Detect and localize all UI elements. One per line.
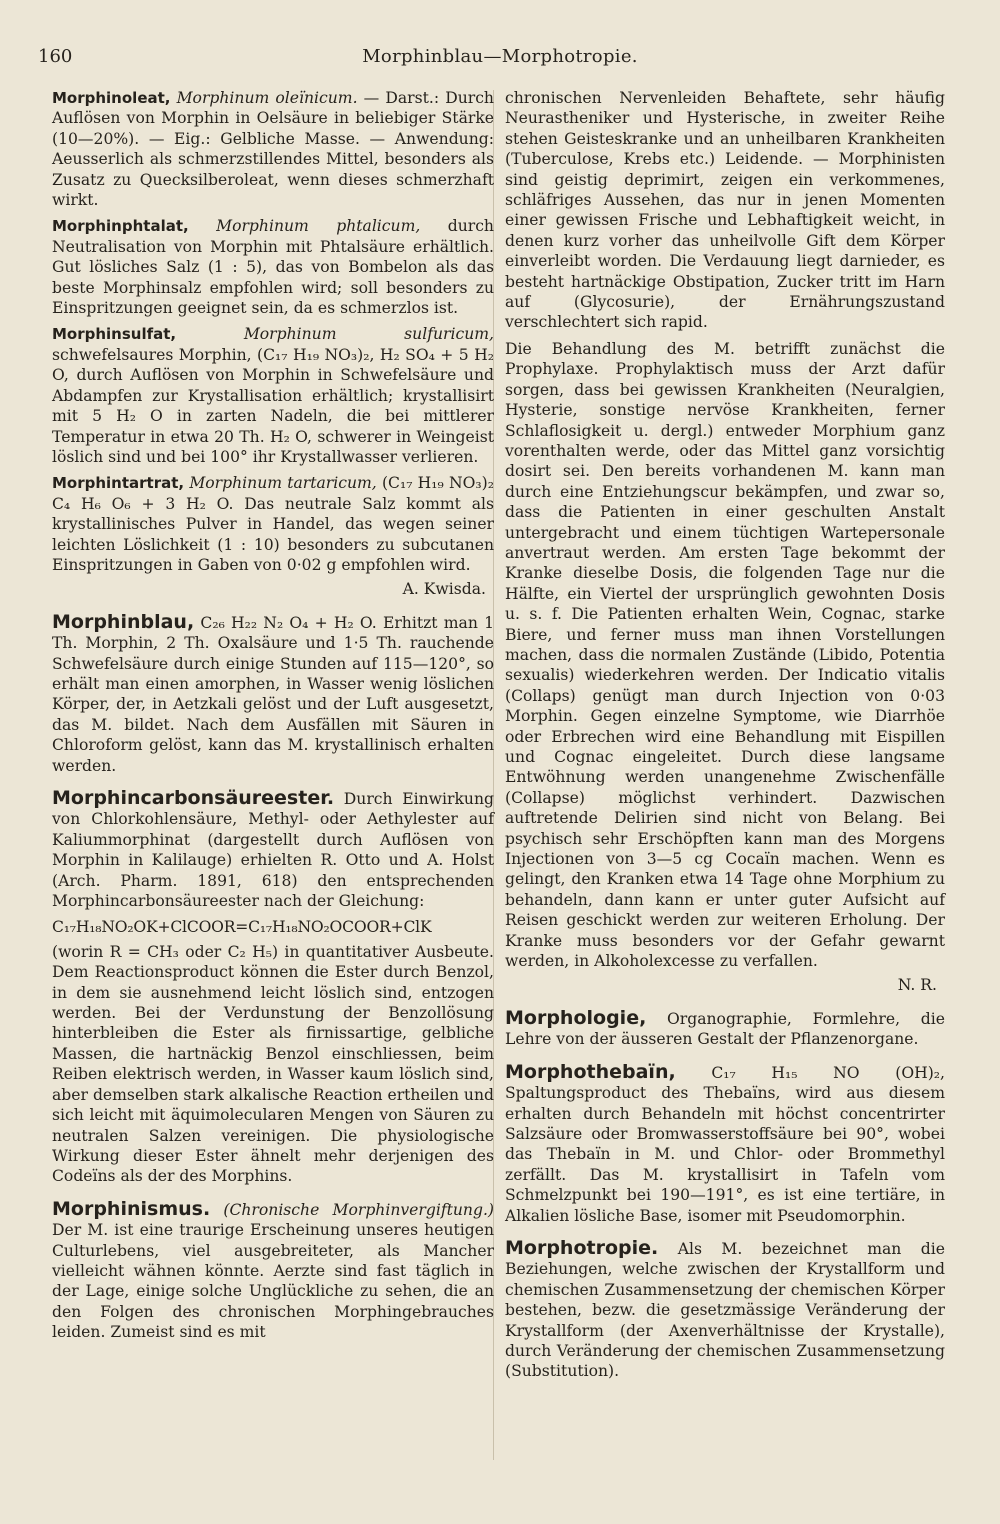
entry-text: chronischen Nervenleiden Behaftete, sehr häufig Neurastheniker und Hysterische, in zweiter Reihe stehen Geisteskranke und an unheilbaren Krankheiten (Tuberculose, Krebs etc.) Leidende. — Morphinisten sind geistig deprimirt, zeigen ein verkommenes, schläfriges Aussehen, das nur in jenen Momenten einer gewissen Frische und Lebhaftigkeit weicht, in denen kurz vorher das unheilvolle Gift dem Körper einverleibt worden. Die Verdauung liegt darnieder, es besteht hartnäckige Obstipation, Zucker tritt im Harn auf (Glycosurie), der Ernährungszustand verschlechtert sich rapid. bbox=[505, 89, 945, 332]
entry-headword: Morphinblau, bbox=[52, 610, 195, 633]
page-number: 160 bbox=[38, 46, 73, 67]
entry-morphinismus-behandlung bbox=[505, 339, 945, 972]
entry-morphinblau bbox=[52, 612, 494, 776]
entry-text: (worin R = CH₃ oder C₂ H₅) in quantitativer Ausbeute. Dem Reactionsproduct können die Ester durch Benzol, in dem sie ausnehmend leicht löslich sind, entzogen werden. Bei der Verdunstung der Benzollösung hinterbleiben die Ester als firnissartige, gelbliche Massen, die hartnäckig Benzol einschliessen, beim Reiben elektrisch werden, in Wasser kaum löslich sind, aber demselben stark alkalische Reaction ertheilen und sich leicht mit äquimolecularen Mengen von Säuren zu neutralen Salzen vereinigen. Die physiologische Wirkung dieser Ester ähnelt mehr derjenigen des Codeïns als der des Morphins. bbox=[52, 942, 494, 1186]
entry-headword: Morphinismus. bbox=[52, 1197, 211, 1220]
running-title: Morphinblau—Morphotropie. bbox=[362, 46, 638, 67]
entry-latin-name: Morphinum sulfuricum, bbox=[243, 325, 494, 344]
left-column bbox=[52, 88, 494, 1349]
entry-latin-name: Morphinum tartaricum, bbox=[189, 474, 377, 493]
entry-morphinsulfat bbox=[52, 324, 494, 467]
entry-morphinoleat bbox=[52, 88, 494, 210]
entry-morphintartrat bbox=[52, 473, 494, 575]
entry-text: Organographie, Formlehre, die Lehre von der äusseren Gestalt der Pflanzenorgane. bbox=[505, 1009, 945, 1049]
entry-continuation bbox=[52, 942, 494, 1187]
entry-text: C₂₆ H₂₂ N₂ O₄ + H₂ O. Erhitzt man 1 Th. Morphin, 2 Th. Oxalsäure und 1·5 Th. rauchende Schwefelsäure durch einige Stunden auf 115—120°, so erhält man einen amorphen, in Wasser wenig löslichen Körper, der, in Aetzkali gelöst und der Luft ausgesetzt, das M. bildet. Nach dem Ausfällen mit Säuren in Chloroform gelöst, kann das M. krystallinisch erhalten werden. bbox=[52, 613, 494, 775]
right-column bbox=[505, 88, 945, 1388]
entry-morphotropie bbox=[505, 1238, 945, 1382]
entry-text: Der M. ist eine traurige Erscheinung unseres heutigen Culturlebens, viel ausgebreiteter, als Mancher vielleicht wähnen könnte. Aerzte sind fast täglich in der Lage, einige solche Unglückliche zu sehen, die an den Folgen des chronischen Morphingebrauches leiden. Zumeist sind es mit bbox=[52, 1221, 494, 1342]
entry-text: (C₁₇ H₁₉ NO₃)₂ C₄ H₆ O₆ + 3 H₂ O. Das neutrale Salz kommt als krystallinisches Pulver in Handel, das wegen seiner leichten Löslichkeit (1 : 10) besonders zu subcutanen Einspritzungen in Gaben von 0·02 g empfohlen wird. bbox=[52, 474, 494, 574]
entry-morphinismus-continued bbox=[505, 88, 945, 333]
entry-text: Die Behandlung des M. betrifft zunächst die Prophylaxe. Prophylaktisch muss der Arzt dafür sorgen, dass bei gewissen Krankheiten (Neuralgien, Hysterie, sonstige nervöse Krankheiten, ferner Schlaflosigkeit u. dergl.) entweder Morphium ganz vorenthalten werde, oder das Mittel ganz vorsichtig dosirt sei. Den bereits vorhandenen M. kann man durch eine Entziehungscur bekämpfen, und zwar so, dass die Patienten in einer geschulten Anstalt untergebracht und einem tüchtigen Wartepersonale anvertraut werden. Am ersten Tage bekommt der Kranke dieselbe Dosis, die folgenden Tage nur die Hälfte, ein Viertel der ursprünglich gewohnten Dosis u. s. f. Die Patienten erhalten Wein, Cognac, starke Biere, und ferner muss man ihnen Vorstellungen machen, dass die normalen Zustände (Libido, Potentia sexualis) wiederkehren werden. Der Indicatio vitalis (Collaps) genügt man durch Injection von 0·03 Morphin. Gegen einzelne Symptome, wie Diarrhöe oder Erbrechen wird eine Behandlung mit Eispillen und Cognac eingeleitet. Durch diese langsame Entwöhnung werden unangenehme Zwischenfälle (Collapse) möglichst verhindert. Dazwischen auftretende Delirien sind nicht von Belang. Bei psychisch sehr Erschöpften kann man des Morgens Injectionen von 3—5 cg Cocaïn machen. Wenn es gelingt, den Kranken etwa 14 Tage ohne Morphium zu behandeln, dann kann er unter guter Aufsicht auf Reisen geschickt werden zur weiteren Erholung. Der Kranke muss besonders vor der Gefahr gewarnt werden, in Alkoholexcesse zu verfallen. bbox=[505, 339, 945, 971]
author-signature: A. Kwisda. bbox=[402, 580, 486, 599]
entry-morphinphtalat bbox=[52, 216, 494, 318]
author-signature: N. R. bbox=[897, 976, 937, 995]
entry-latin-name: Morphinum oleïnicum. bbox=[176, 89, 358, 107]
entry-headword: Morphinsulfat, bbox=[52, 325, 177, 344]
entry-text: Als M. bezeichnet man die Beziehungen, welche zwischen der Krystallform und chemischen Zusammensetzung der chemischen Körper bestehen, bezw. die gesetzmässige Veränderung der Krystallform (der Axenverhältnisse der Krystalle), durch Veränderung der chemischen Zusammensetzung (Substitution). bbox=[505, 1239, 945, 1381]
entry-latin-name: Morphinum phtalicum, bbox=[216, 217, 421, 236]
entry-headword: Morphinphtalat, bbox=[52, 217, 189, 236]
entry-morphincarbonsaeureester bbox=[52, 788, 494, 911]
entry-headword: Morphotropie. bbox=[505, 1236, 659, 1259]
entry-headword: Morphinoleat, bbox=[52, 89, 171, 107]
entry-headword: Morphologie, bbox=[505, 1006, 647, 1029]
entry-headword: Morphintartrat, bbox=[52, 474, 185, 493]
entry-morphologie bbox=[505, 1008, 945, 1050]
entry-text: Durch Einwirkung von Chlorkohlensäure, Methyl- oder Aethylester auf Kaliummorphinat (dargestellt durch Auflösen von Morphin in Kalilauge) erhielten R. Otto und A. Holst (Arch. Pharm. 1891, 618) den entsprechenden Morphincarbonsäureester nach der Gleichung: bbox=[52, 790, 494, 911]
entry-latin-name: (Chronische Morphinvergiftung.) bbox=[223, 1200, 494, 1219]
chemical-equation: C₁₇H₁₈NO₂OK+ClCOOR=C₁₇H₁₈NO₂OCOOR+ClK bbox=[52, 918, 432, 937]
entry-headword: Morphincarbonsäureester. bbox=[52, 787, 335, 809]
entry-headword: Morphothebaïn, bbox=[505, 1060, 676, 1083]
entry-text: schwefelsaures Morphin, (C₁₇ H₁₉ NO₃)₂, H₂ SO₄ + 5 H₂ O, durch Auflösen von Morphin in Schwefelsäure und Abdampfen zur Krystallisation erhältlich; krystallisirt mit 5 H₂ O in zarten Nadeln, die bei mittlerer Temperatur in etwa 20 Th. H₂ O, schwerer in Weingeist löslich sind und bei 100° ihr Krystallwasser verlieren. bbox=[52, 345, 494, 466]
entry-text: — Darst.: Durch Auflösen von Morphin in Oelsäure in beliebiger Stärke (10—20%). — Eig.: Gelbliche Masse. — Anwendung: Aeusserlich als schmerzstillendes Mittel, besonders als Zusatz zu Quecksilberoleat, wenn dieses schmerzhaft wirkt. bbox=[52, 89, 494, 210]
entry-morphothebain bbox=[505, 1062, 945, 1226]
entry-morphinismus bbox=[52, 1199, 494, 1343]
entry-text: durch Neutralisation von Morphin mit Phtalsäure erhältlich. Gut lösliches Salz (1 : 5), das von Bombelon als das beste Morphinsalz empfohlen wird; soll besonders zu Einspritzungen geeignet sein, da es schmerzlos ist. bbox=[52, 217, 494, 318]
entry-text: C₁₇ H₁₅ NO (OH)₂, Spaltungsproduct des Thebaïns, wird aus diesem erhalten durch Behandeln mit höchst concentrirter Salzsäure oder Bromwasserstoffsäure bei 90°, wobei das Thebaïn in M. und Chlor- oder Brommethyl zerfällt. Das M. krystallisirt in Tafeln vom Schmelzpunkt bei 190—191°, es ist eine tertiäre, in Alkalien lösliche Base, isomer mit Pseudomorphin. bbox=[505, 1063, 945, 1225]
